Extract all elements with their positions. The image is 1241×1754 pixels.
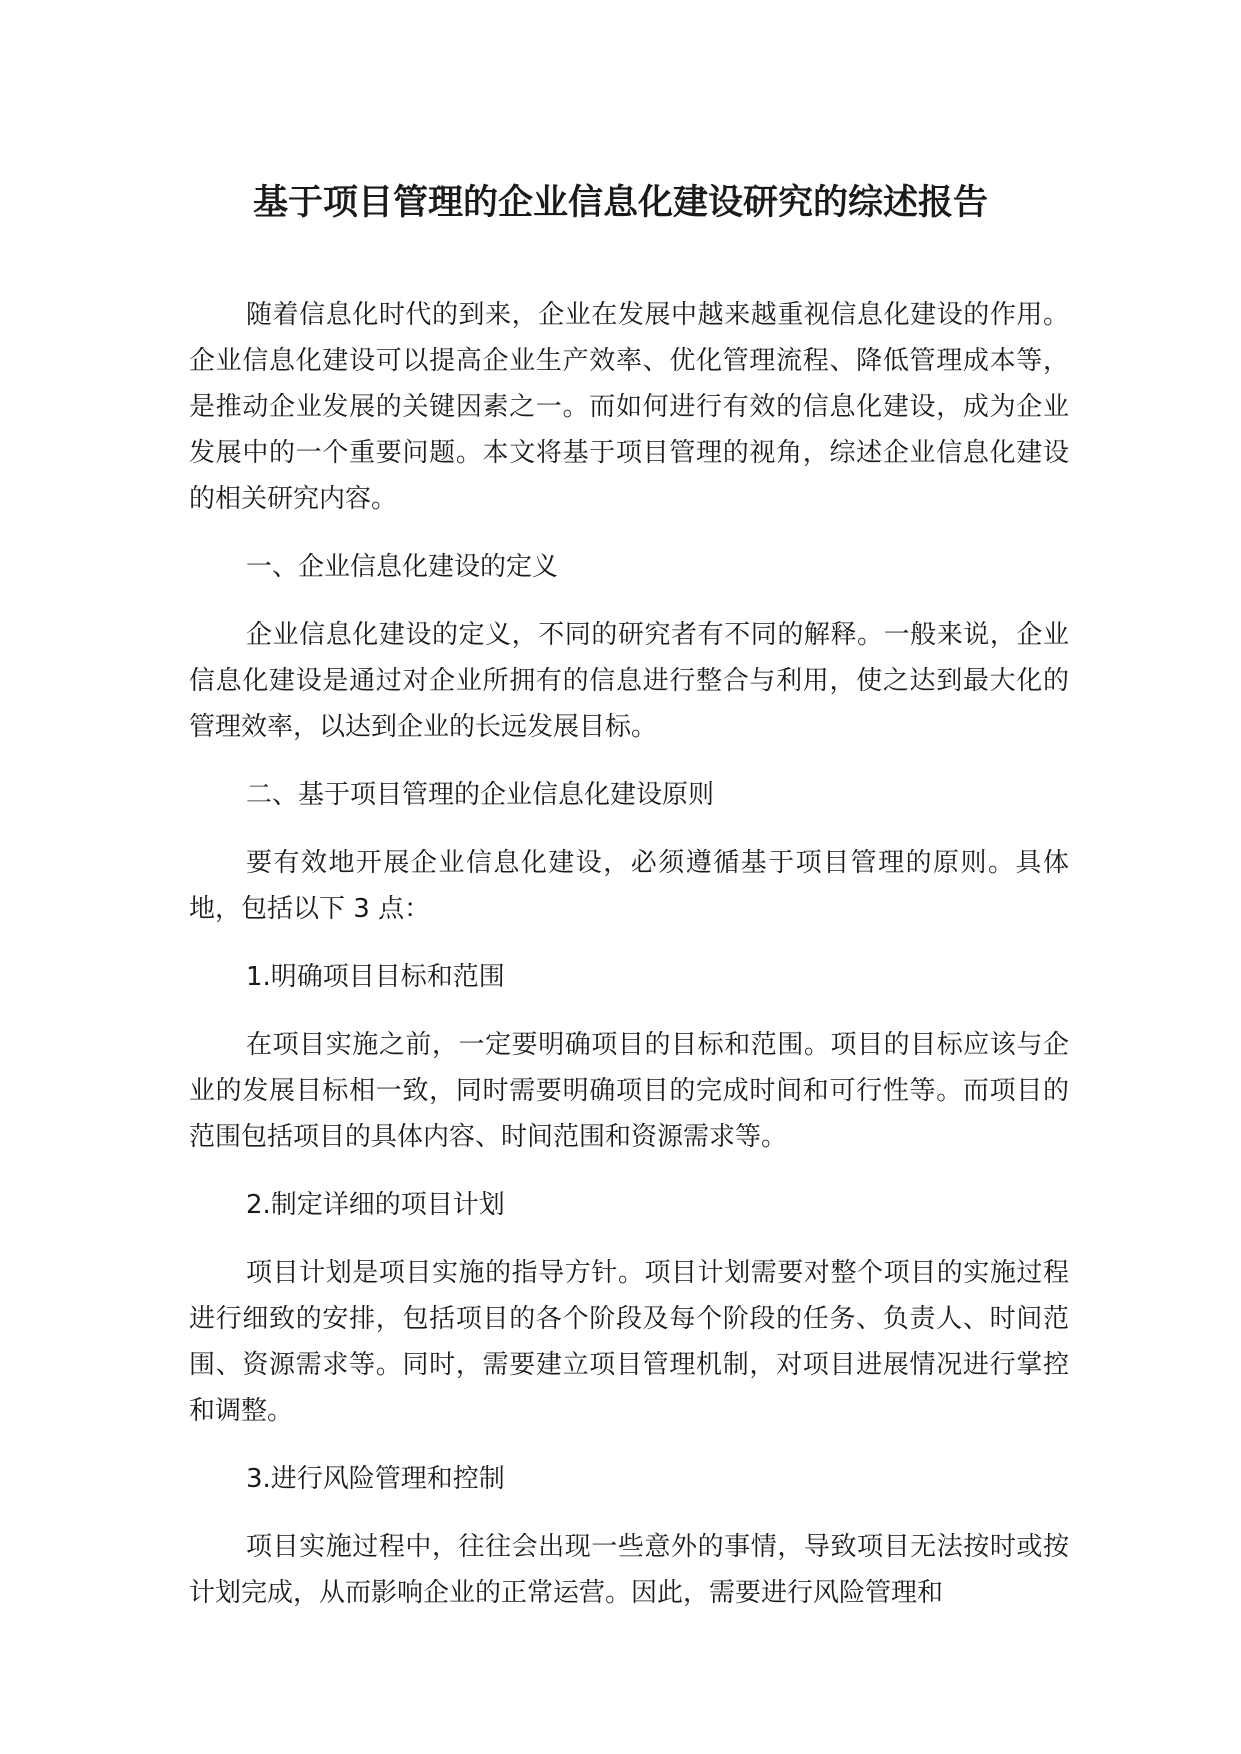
subheading-project-plan: 2.制定详细的项目计划 <box>246 1190 505 1220</box>
document-title: 基于项目管理的企业信息化建设研究的综述报告 <box>252 183 988 223</box>
section-heading-definition: 一、企业信息化建设的定义 <box>246 552 559 582</box>
risk-management-paragraph: 项目实施过程中，往往会出现一些意外的事情，导致项目无法按时或按计划完成，从而影响企业的正常运营。因此，需要进行风险管理和 <box>189 1532 1069 1608</box>
section-heading-principles: 二、基于项目管理的企业信息化建设原则 <box>246 780 715 810</box>
definition-paragraph: 企业信息化建设的定义，不同的研究者有不同的解释。一般来说，企业信息化建设是通过对企业所拥有的信息进行整合与利用，使之达到最大化的管理效率，以达到企业的长远发展目标。 <box>189 620 1069 742</box>
subheading-risk-management: 3.进行风险管理和控制 <box>246 1464 505 1494</box>
intro-paragraph: 随着信息化时代的到来，企业在发展中越来越重视信息化建设的作用。企业信息化建设可以提高企业生产效率、优化管理流程、降低管理成本等，是推动企业发展的关键因素之一。而如何进行有效的信息化建设，成为企业发展中的一个重要问题。本文将基于项目管理的视角，综述企业信息化建设的相关研究内容。 <box>189 300 1069 514</box>
document-body <box>189 292 1069 1638</box>
principles-paragraph: 要有效地开展企业信息化建设，必须遵循基于项目管理的原则。具体地，包括以下 3 点： <box>189 848 1069 924</box>
project-plan-paragraph: 项目计划是项目实施的指导方针。项目计划需要对整个项目的实施过程进行细致的安排，包括项目的各个阶段及每个阶段的任务、负责人、时间范围、资源需求等。同时，需要建立项目管理机制，对项目进展情况进行掌控和调整。 <box>189 1258 1069 1426</box>
goals-scope-paragraph: 在项目实施之前，一定要明确项目的目标和范围。项目的目标应该与企业的发展目标相一致，同时需要明确项目的完成时间和可行性等。而项目的范围包括项目的具体内容、时间范围和资源需求等。 <box>189 1030 1069 1152</box>
subheading-goals-scope: 1.明确项目目标和范围 <box>246 962 505 992</box>
